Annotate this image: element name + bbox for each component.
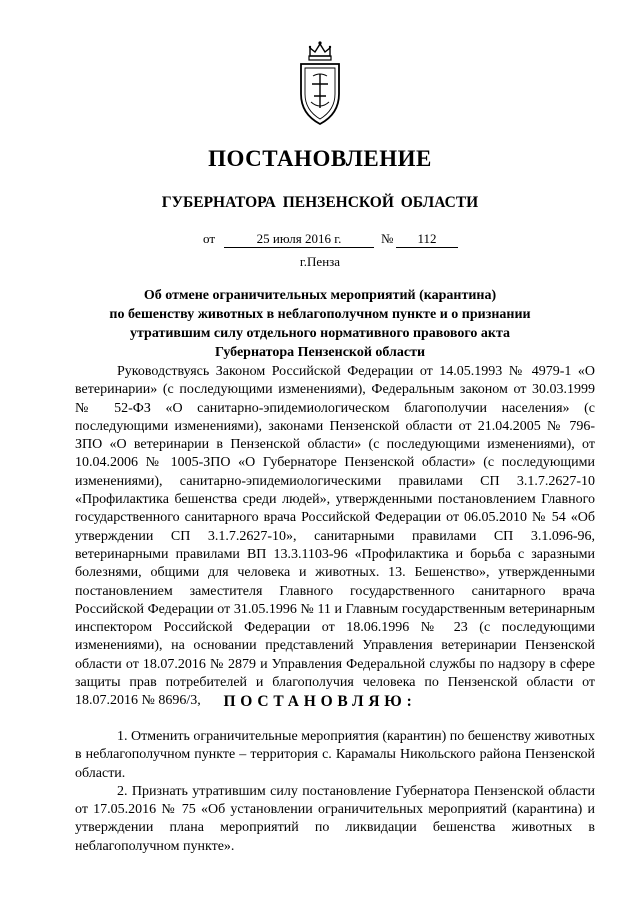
- document-type-title: ПОСТАНОВЛЕНИЕ: [208, 146, 432, 171]
- document-subject: [60, 286, 580, 362]
- coat-of-arms-emblem: [296, 40, 344, 128]
- issuer-title: ГУБЕРНАТОРА ПЕНЗЕНСКОЙ ОБЛАСТИ: [161, 194, 479, 211]
- subject-line: по бешенству животных в неблагополучном пункте и о признании: [109, 307, 531, 322]
- subject-line: Об отмене ограничительных мероприятий (карантина): [143, 288, 497, 303]
- date-prefix: от: [203, 231, 216, 246]
- subject-line: Губернатора Пензенской области: [214, 345, 426, 360]
- decree-item: 2. Признать утратившим силу постановление Губернатора Пензенской области от 17.05.2016 № 75 «Об установлении ограничительных мероприятий (карантина) и утверждении плана мероприятий по ликвидации бешенства животных в неблагополучном пункте».: [75, 783, 595, 854]
- subject-line: утратившим силу отдельного нормативного правового акта: [129, 326, 511, 341]
- number-label: №: [381, 231, 394, 246]
- decree-item: 1. Отменить ограничительные мероприятия (карантин) по бешенству животных в неблагополучном пункте – территория с. Карамалы Никольского района Пензенской области.: [75, 729, 595, 781]
- preamble-paragraph: Руководствуясь Законом Российской Федерации от 14.05.1993 № 4979-1 «О ветеринарии» (с последующими изменениями), Федеральным законом от 30.03.1999 № 52-ФЗ «О санитарно-эпидемиологическом благополучии населения» (с последующими изменениями), законами Пензенской области от 21.04.2005 № 796-ЗПО «О ветеринарии в Пензенской области» (с последующими изменениями), от 10.04.2006 № 1005-ЗПО «О Губернаторе Пензенской области» (с последующими изменениями), санитарно-эпидемиологическими правилами СП 3.1.7.2627-10 «Профилактика бешенства среди людей», утвержденными постановлением Главного государственного санитарного врача Российской Федерации от 06.05.2010 № 54 «Об утверждении СП 3.1.7.2627-10», санитарными правилами СП 3.1.096-96, ветеринарными правилами ВП 13.3.1103-96 «Профилактика и борьба с заразными болезнями, общими для человека и животных. 13. Бешенство», утвержденными постановлением заместителя Главного государственного санитарного врача Российской Федерации от 31.05.1996 № 11 и Главным государственным ветеринарным инспектором Российской Федерации от 18.06.1996 № 23 (с последующими изменениями), на основании представлений Управления ветеринарии Пензенской области от 18.07.2016 № 2879 и Управления Федеральной службы по надзору в сфере защиты прав потребителей и благополучия человека по Пензенской области от 18.07.2016 № 8696/3,: [75, 364, 595, 709]
- city-label: г.Пенза: [299, 254, 341, 269]
- decree-items: [75, 728, 595, 856]
- decree-heading: ПОСТАНОВЛЯЮ:: [223, 693, 417, 710]
- preamble-section: [75, 363, 595, 711]
- document-number: 112: [396, 231, 458, 248]
- document-date: 25 июля 2016 г.: [224, 231, 374, 248]
